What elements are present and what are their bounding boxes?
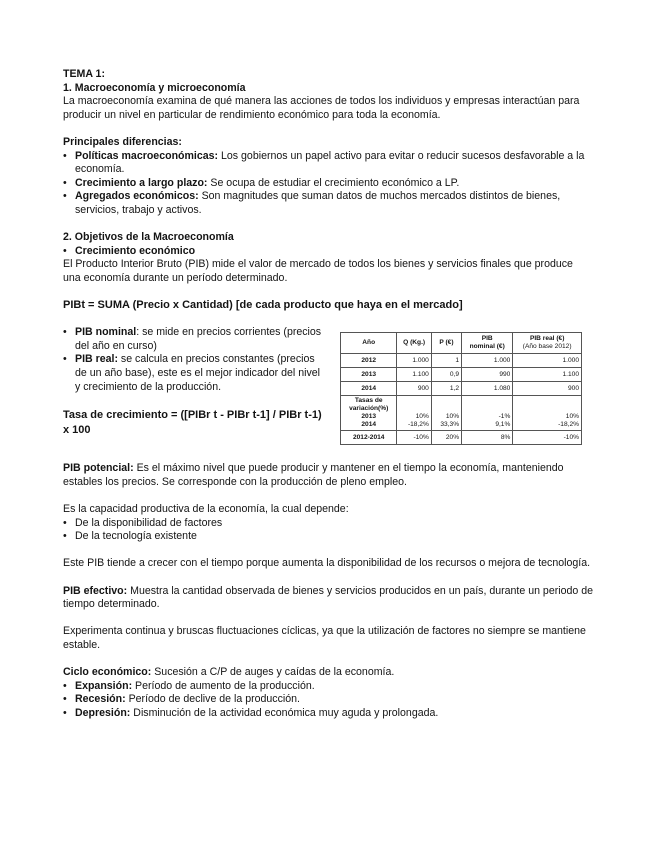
header-anio: Año bbox=[341, 333, 397, 354]
list-item: • Depresión: Disminución de la actividad económica muy aguda y prolongada. bbox=[63, 707, 593, 721]
diferencias-heading: Principales diferencias: bbox=[63, 135, 182, 148]
table-row: 2012 1.000 1 1.000 1.000 bbox=[341, 354, 582, 368]
capacidad-paragraph: Es la capacidad productiva de la economía, la cual depende: bbox=[63, 503, 349, 516]
section1-paragraph: La macroeconomía examina de qué manera las acciones de todos los individuos y empresas interactúan para producir un nivel en particular de rendimiento económico para toda la economía. bbox=[63, 95, 580, 121]
pib-definitions bbox=[63, 326, 325, 437]
header-p: P (€) bbox=[431, 333, 461, 354]
header-q: Q (Kg.) bbox=[397, 333, 431, 354]
tema-title: TEMA 1: bbox=[63, 68, 105, 80]
section2-list bbox=[63, 245, 593, 259]
diferencias-list bbox=[63, 150, 593, 218]
list-item: • PIB real: se calcula en precios constantes (precios de un año base), este es el mejor indicador del nivel y crecimiento de la producción. bbox=[63, 353, 325, 394]
section2-paragraph: El Producto Interior Bruto (PIB) mide el valor de mercado de todos los bienes y servicios finales que produce una economía durante un período determinado. bbox=[63, 258, 573, 284]
ciclo-paragraph: Ciclo económico: Sucesión a C/P de auges y caídas de la economía. bbox=[63, 666, 395, 679]
capacidad-list bbox=[63, 517, 593, 544]
header-real: PIB real (€) (Año base 2012) bbox=[513, 333, 582, 354]
table-row-total: 2012-2014 -10% 20% 8% -10% bbox=[341, 431, 582, 445]
ciclo-list bbox=[63, 680, 593, 721]
list-item: • Crecimiento económico bbox=[63, 245, 593, 259]
section2-heading: 2. Objetivos de la Macroeconomía bbox=[63, 231, 234, 244]
list-item: • Crecimiento a largo plazo: Se ocupa de estudiar el crecimiento económico a LP. bbox=[63, 177, 593, 191]
table-header-row bbox=[341, 333, 582, 354]
pib-formula: PIBt = SUMA (Precio x Cantidad) [de cada producto que haya en el mercado] bbox=[63, 299, 463, 312]
list-item: • De la disponibilidad de factores bbox=[63, 517, 593, 531]
list-item: • Expansión: Período de aumento de la producción. bbox=[63, 680, 593, 694]
fluctuaciones-paragraph: Experimenta continua y bruscas fluctuaciones cíclicas, ya que la utilización de factores no siempre se mantiene estable. bbox=[63, 625, 586, 651]
pib-defs-list bbox=[63, 326, 325, 394]
pib-table bbox=[340, 332, 582, 445]
pib-section bbox=[63, 326, 593, 454]
efectivo-paragraph: PIB efectivo: Muestra la cantidad observada de bienes y servicios producidos en un país, durante un periodo de tiempo determinado. bbox=[63, 584, 594, 611]
list-item: • Recesión: Período de declive de la producción. bbox=[63, 693, 593, 707]
list-item: • De la tecnología existente bbox=[63, 530, 593, 544]
table-row: 2014 900 1,2 1.080 900 bbox=[341, 382, 582, 396]
list-item: • PIB nominal: se mide en precios corrientes (precios del año en curso) bbox=[63, 326, 325, 353]
tiende-paragraph: Este PIB tiende a crecer con el tiempo porque aumenta la disponibilidad de los recursos o mejora de tecnología. bbox=[63, 557, 591, 570]
list-item: • Políticas macroeconómicas: Los gobiernos un papel activo para evitar o reducir sucesos desfavorable a la economía. bbox=[63, 150, 593, 177]
header-nominal: PIB nominal (€) bbox=[462, 333, 513, 354]
section1-heading: 1. Macroeconomía y microeconomía bbox=[63, 81, 246, 94]
list-item: • Agregados económicos: Son magnitudes que suman datos de muchos mercados distintos de bienes, servicios, trabajo y activos. bbox=[63, 190, 593, 217]
table-row: 2013 1.100 0,9 990 1.100 bbox=[341, 368, 582, 382]
tasa-formula: Tasa de crecimiento = ([PIBr t - PIBr t-1] / PIBr t-1) x 100 bbox=[63, 409, 322, 436]
table-row-tasas: Tasas de variación(%) 2013 2014 10% -18,2% 10% 33,3% -1% 9,1% 10% -18,2% bbox=[341, 396, 582, 431]
document-page bbox=[63, 68, 593, 721]
potencial-paragraph: PIB potencial: Es el máximo nivel que puede producir y mantener en el tiempo la economía, manteniendo estables los precios. Se corresponde con la producción de pleno empleo. bbox=[63, 462, 564, 488]
